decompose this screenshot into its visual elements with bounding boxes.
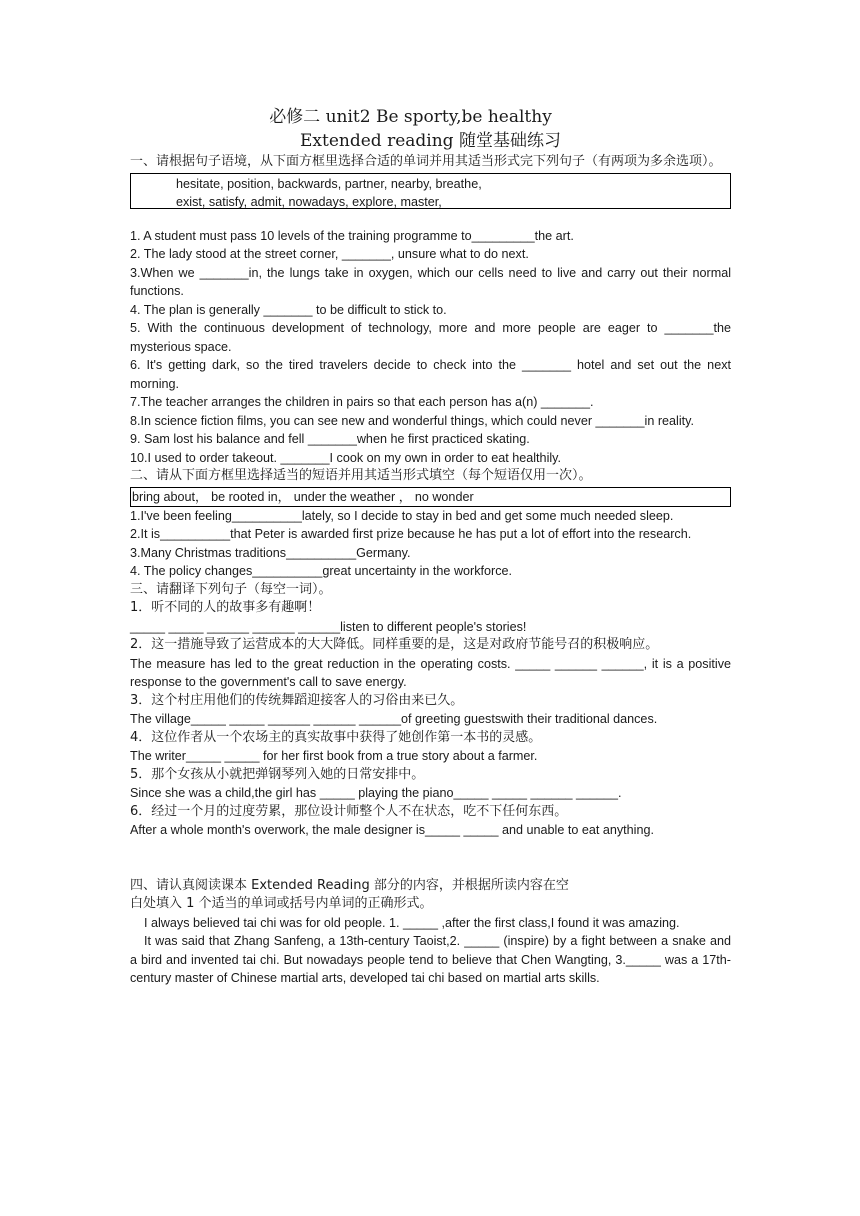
part1-questions xyxy=(130,227,731,468)
translation-answer: The measure has led to the great reduction in the operating costs. _____ ______ ______, it is a positive response to the government's call to save energy. xyxy=(130,656,731,689)
question: 4. The policy changes__________great uncertainty in the workforce. xyxy=(130,564,513,578)
part2-instruction: 二、请从下面方框里选择适当的短语并用其适当形式填空（每个短语仅用一次）。 xyxy=(130,468,592,483)
part3-instruction: 三、请翻译下列句子（每空一词）。 xyxy=(130,581,332,597)
part2-questions xyxy=(130,507,731,581)
translation-prompt: 2．这一措施导致了运营成本的大大降低。同样重要的是，这是对政府节能号召的积极响应。 xyxy=(130,637,659,652)
question: 3.When we _______in, the lungs take in oxygen, which our cells need to live and carry out their normal functions. xyxy=(130,265,731,298)
phrase-bank-box: bring about， be rooted in， under the weather ， no wonder xyxy=(130,487,731,507)
question: 7.The teacher arranges the children in pairs so that each person has a(n) _______. xyxy=(130,395,594,409)
translation-prompt: 5．那个女孩从小就把弹钢琴列入她的日常安排中。 xyxy=(130,766,425,782)
question: 9. Sam lost his balance and fell _______when he first practiced skating. xyxy=(130,432,530,446)
question: 5. With the continuous development of technology, more and more people are eager to _______the mysterious space. xyxy=(130,321,731,354)
part4-instruction-line-1: 四、请认真阅读课本 Extended Reading 部分的内容，并根据所读内容在空 xyxy=(130,877,569,893)
part3-questions xyxy=(130,599,731,840)
title-line-2: Extended reading 随堂基础练习 xyxy=(300,131,561,151)
word-bank-box xyxy=(130,173,731,209)
translation-prompt: 3．这个村庄用他们的传统舞蹈迎接客人的习俗由来已久。 xyxy=(130,692,464,708)
translation-prompt: 6．经过一个月的过度劳累，那位设计师整个人不在状态，吃不下任何东西。 xyxy=(130,803,568,819)
question: 2.It is__________that Peter is awarded first prize because he has put a lot of effort into the research. xyxy=(130,527,692,541)
translation-answer: _____ _____ ______ ______ ______listen to different people's stories! xyxy=(130,619,527,634)
question: 3.Many Christmas traditions__________Germany. xyxy=(130,545,411,560)
question: 1. A student must pass 10 levels of the training programme to_________the art. xyxy=(130,228,574,243)
title-line-1: 必修二 unit2 Be sporty,be healthy xyxy=(269,107,552,127)
reading-paragraph: I always believed tai chi was for old people. 1. _____ ,after the first class,I found it was amazing. xyxy=(144,915,680,930)
question: 8.In science fiction films, you can see new and wonderful things, which could never _______in reality. xyxy=(130,413,695,428)
reading-paragraph: It was said that Zhang Sanfeng, a 13th-century Taoist,2. _____ (inspire) by a fight between a snake and a bird and invented tai chi. But nowadays people tend to believe that Chen Wangting, 3._____ was a 17th-century master of Chinese martial arts, developed tai chi based on martial arts skills. xyxy=(130,934,731,985)
word-bank-line-1: hesitate, position, backwards, partner, nearby, breathe, xyxy=(176,176,482,191)
question: 10.I used to order takeout. _______I cook on my own in order to eat healthily. xyxy=(130,450,562,465)
translation-answer: Since she was a child,the girl has _____ playing the piano_____ _____ ______ ______. xyxy=(130,786,622,800)
translation-answer: The village_____ _____ ______ ______ ______of greeting guestswith their traditional dances. xyxy=(130,712,658,726)
translation-answer: After a whole month's overwork, the male designer is_____ _____ and unable to eat anything. xyxy=(130,823,654,837)
worksheet-page xyxy=(130,105,731,988)
part4-instruction-line-2: 白处填入 1 个适当的单词或括号内单词的正确形式。 xyxy=(130,896,433,911)
question: 2. The lady stood at the street corner, _______, unsure what to do next. xyxy=(130,247,529,261)
translation-prompt: 4．这位作者从一个农场主的真实故事中获得了她创作第一本书的灵感。 xyxy=(130,729,542,745)
question: 6. It's getting dark, so the tired travelers decide to check into the _______ hotel and set out the next morning. xyxy=(130,358,731,391)
question: 1.I've been feeling__________lately, so I decide to stay in bed and get some much needed sleep. xyxy=(130,508,674,523)
question: 4. The plan is generally _______ to be difficult to stick to. xyxy=(130,302,447,317)
translation-answer: The writer_____ _____ for her first book from a true story about a farmer. xyxy=(130,749,538,763)
translation-prompt: 1．听不同的人的故事多有趣啊！ xyxy=(130,600,321,615)
word-bank-line-2: exist, satisfy, admit, nowadays, explore, master, xyxy=(176,194,442,209)
part1-instruction: 一、请根据句子语境，从下面方框里选择合适的单词并用其适当形式完下列句子（有两项为多余选项）。 xyxy=(130,154,722,169)
